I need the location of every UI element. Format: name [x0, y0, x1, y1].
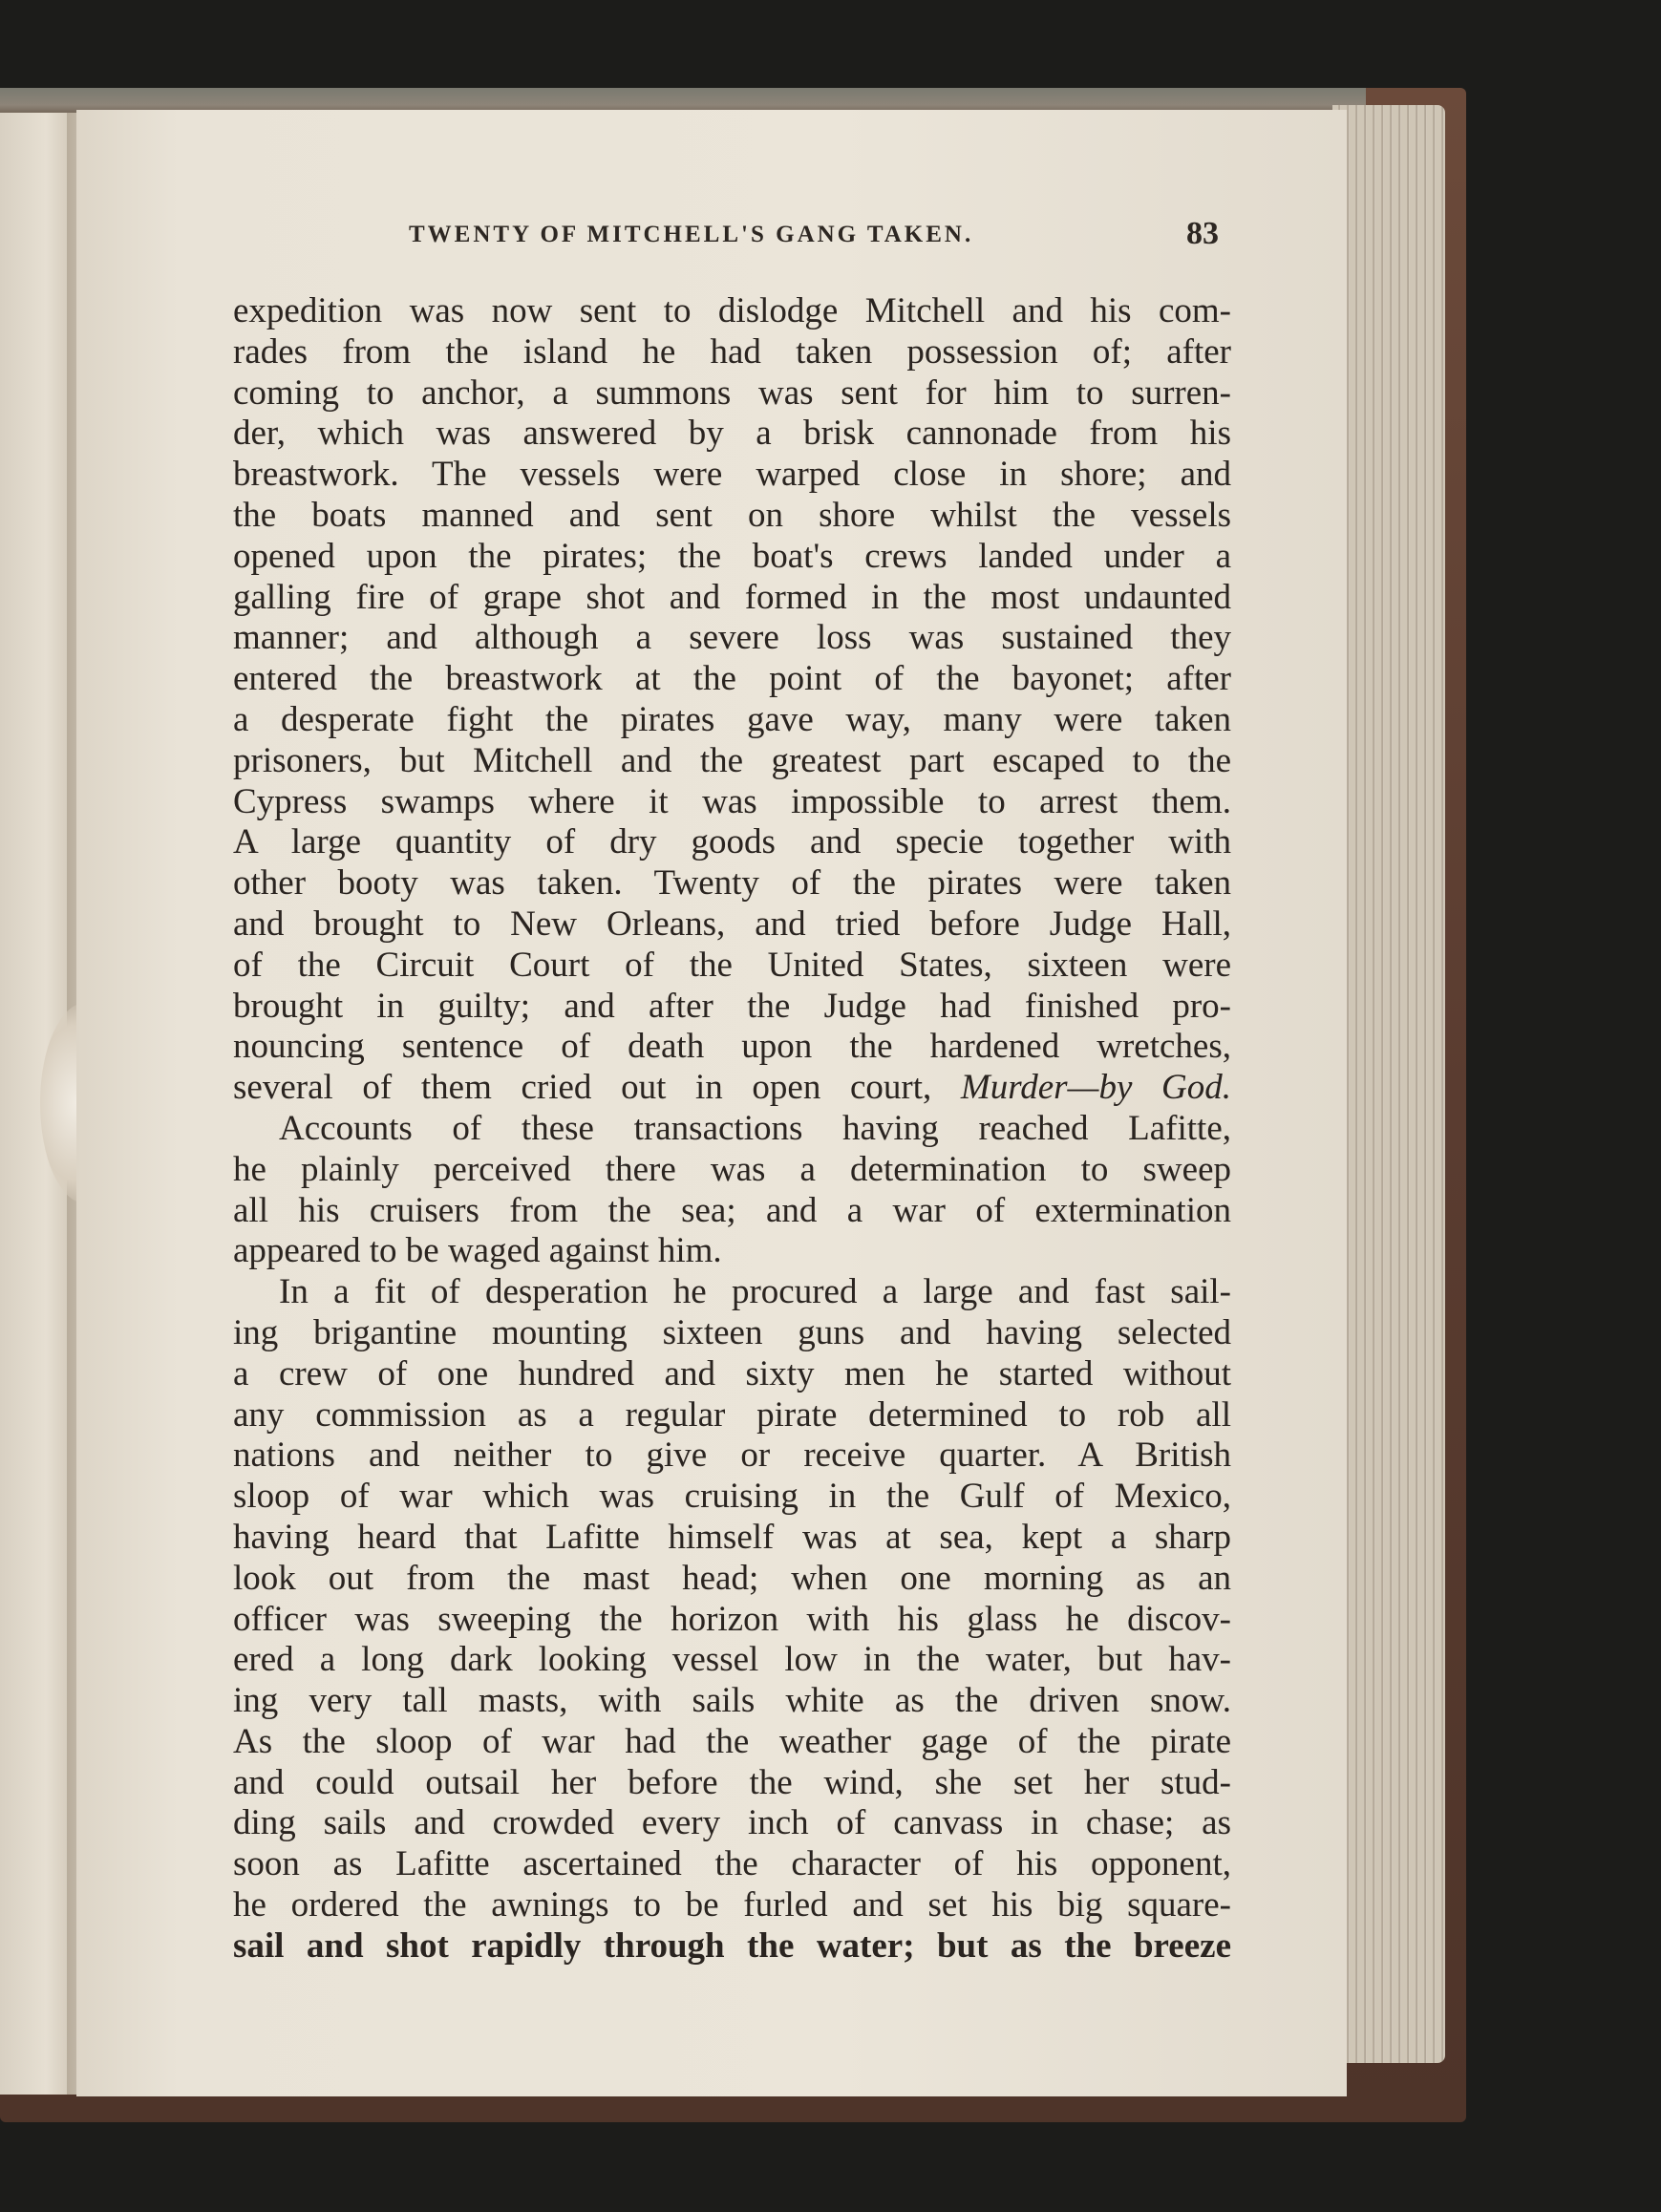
text-line: ing very tall masts, with sails white as the driven snow.	[233, 1681, 1231, 1721]
text-line: opened upon the pirates; the boat's crews landed under a	[233, 536, 1231, 576]
text-line: nations and neither to give or receive quarter. A British	[233, 1436, 1231, 1476]
text-line: expedition was now sent to dislodge Mitchell and his com-	[233, 291, 1231, 330]
text-line: any commission as a regular pirate determined to rob all	[233, 1394, 1231, 1435]
text-line: manner; and although a severe loss was sustained they	[233, 618, 1231, 658]
text-line: a crew of one hundred and sixty men he started without	[233, 1353, 1231, 1393]
text-line: ing brigantine mounting sixteen guns and having selected	[233, 1312, 1231, 1352]
text-line: ered a long dark looking vessel low in the water, but hav-	[233, 1640, 1231, 1680]
text-line: prisoners, but Mitchell and the greatest part escaped to the	[233, 740, 1231, 780]
text-line: appeared to be waged against him.	[233, 1231, 722, 1271]
line-text: several of them cried out in open court,	[233, 1068, 932, 1108]
text-line: look out from the mast head; when one morning as an	[233, 1558, 1231, 1598]
text-line: Accounts of these transactions having reached Lafitte,	[279, 1108, 1231, 1148]
text-line: officer was sweeping the horizon with his glass he discov-	[233, 1599, 1231, 1639]
text-line: all his cruisers from the sea; and a war of extermination	[233, 1190, 1231, 1230]
italic-exclamation: Murder—by God.	[960, 1068, 1231, 1108]
text-line: a desperate fight the pirates gave way, many were taken	[233, 699, 1231, 739]
page-stack-edge	[1332, 105, 1445, 2063]
text-line-with-italic	[233, 1068, 1231, 1109]
text-line: rades from the island he had taken possession of; after	[233, 331, 1231, 372]
text-line: breastwork. The vessels were warped close in shore; and	[233, 455, 1231, 495]
text-line: the boats manned and sent on shore whilst the vessels	[233, 495, 1231, 535]
text-line: der, which was answered by a brisk cannonade from his	[233, 414, 1231, 454]
text-line: of the Circuit Court of the United States, sixteen were	[233, 945, 1231, 985]
text-line: sail and shot rapidly through the water; but as the breeze	[233, 1925, 1231, 1966]
text-line: brought in guilty; and after the Judge had finished pro-	[233, 986, 1231, 1026]
text-line: sloop of war which was cruising in the Gulf of Mexico,	[233, 1477, 1231, 1517]
text-line: other booty was taken. Twenty of the pirates were taken	[233, 863, 1231, 904]
text-line: and could outsail her before the wind, she set her stud-	[233, 1762, 1231, 1802]
text-line: Cypress swamps where it was impossible to arrest them.	[233, 781, 1231, 821]
text-line: having heard that Lafitte himself was at sea, kept a sharp	[233, 1517, 1231, 1557]
text-line: A large quantity of dry goods and specie together with	[233, 822, 1231, 862]
text-line: coming to anchor, a summons was sent for him to surren-	[233, 372, 1231, 413]
text-line: nouncing sentence of death upon the hardened wretches,	[233, 1027, 1231, 1067]
running-head: TWENTY OF MITCHELL'S GANG TAKEN.	[409, 222, 974, 247]
text-line: he ordered the awnings to be furled and set his big square-	[233, 1885, 1231, 1925]
body-text	[233, 291, 1231, 1967]
text-line: ding sails and crowded every inch of canvass in chase; as	[233, 1803, 1231, 1843]
page-number: 83	[1186, 216, 1219, 251]
text-line: As the sloop of war had the weather gage of the pirate	[233, 1721, 1231, 1761]
text-line: entered the breastwork at the point of the bayonet; after	[233, 659, 1231, 699]
text-line: In a fit of desperation he procured a large and fast sail-	[279, 1272, 1231, 1312]
text-line: and brought to New Orleans, and tried before Judge Hall,	[233, 904, 1231, 944]
text-line: soon as Lafitte ascertained the character of his opponent,	[233, 1844, 1231, 1884]
text-line: he plainly perceived there was a determination to sweep	[233, 1149, 1231, 1189]
text-line: galling fire of grape shot and formed in the most undaunted	[233, 577, 1231, 617]
